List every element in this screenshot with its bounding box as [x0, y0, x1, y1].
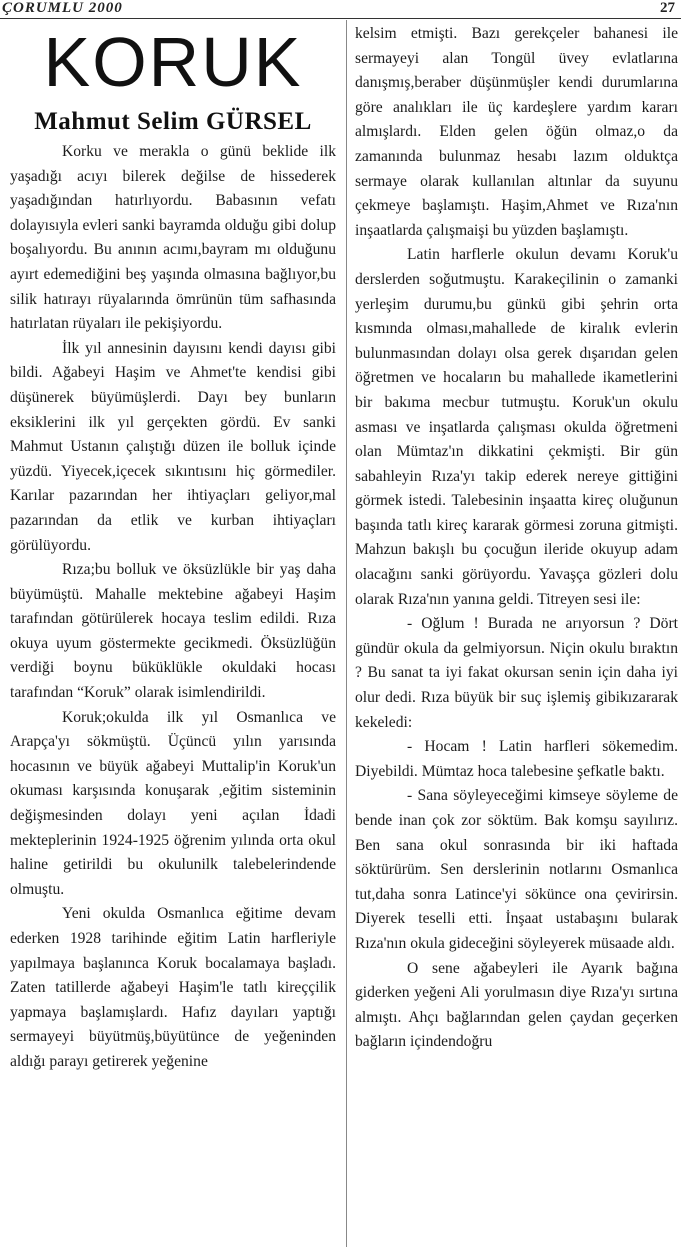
article-author: Mahmut Selim GÜRSEL	[34, 108, 312, 135]
paragraph: Rıza;bu bolluk ve öksüzlükle bir yaş daha büyümüştü. Mahalle mektebine ağabeyi Haşim tarafından götürülerek hocaya teslim edildi. Rıza okuya uyum göstermekte gecikmedi. Öksüzlüğün verdiği boynu büküklükle okuldaki hocası tarafından “Koruk” olarak isimlendirildi.	[10, 561, 336, 702]
column-divider	[346, 20, 347, 1247]
dialogue-paragraph: - Oğlum ! Burada ne arıyorsun ? Dört gündür okula da gelmiyorsun. Niçin okulu bıraktın ? Bu sanat ta iyi fakat okursan senin için daha iyi olur dedi. Rıza büyük bir suç işlemiş gibikızararak kekeledi:	[355, 615, 678, 731]
running-head: ÇORUMLU 2000	[2, 0, 123, 16]
paragraph: kelsim etmişti. Bazı gerekçeler bahanesi ile sermayeyi alan Tongül üvey evlatlarına danışmış,beraber düşünmüşler kendi durumlarına göre analıkları ile üç kardeşlere yardım kararı almışlardı. Elden gelen öğün olmaz,o da zamanında bulunmaz hesabı lazım olduktça sermaye olarak kullanılan altınlar da suyunu çekmeye başlamıştı. Haşim,Ahmet ve Rıza'nın inşaatlarda çalışmaişi bu yüzden başlamıştı.	[355, 25, 678, 239]
left-column	[10, 140, 336, 1075]
dialogue-paragraph: - Sana söyleyeceğimi kimseye söyleme de bende inan çok zor söktüm. Bak komşu sayılırız. Ben sana okul sonrasında bir iki haftada söktürürüm. Sen derslerinin notlarını Osmanlıca tut,daha sonra Latince'yi sökünce ona çevirirsin. Diyerek teselli etti. İnşaat ustabaşını bularak Rıza'nın okula gideceğini söyleyerek müsaade aldı.	[355, 787, 678, 952]
paragraph: Koruk;okulda ilk yıl Osmanlıca ve Arapça'yı sökmüştü. Üçüncü yılın yarısında hocasının ve büyük ağabeyi Muttalip'in Koruk'un okuması karşısında konuşarak ,eğitim sisteminin değişmesinden dolayı yeni açılan İdadi mekteplerinin 1924-1925 öğrenim yılında orta okul haline getirildi bu okulunilk talebelerindende olmuştu.	[10, 708, 336, 898]
paragraph: O sene ağabeyleri ile Ayarık bağına giderken yeğeni Ali yorulmasın diye Rıza'yı sırtına almıştı. Ahçı bağlarından gelen çaydan geçerken bağların içindendoğru	[355, 959, 678, 1051]
header-rule	[0, 18, 681, 19]
paragraph: Yeni okulda Osmanlıca eğitime devam ederken 1928 tarihinde eğitim Latin harfleriyle yapılmaya başlanınca Koruk bocalamaya başladı. Zaten tatillerde ağabeyi Haşim'le tatlı kireççilik yapmaya başlamışlardı. Hafız dayıları yaptığı sermayeyi büyütmüş,büyütünce de yeğeninden aldığı parayı getirerek yeğenine	[10, 905, 336, 1070]
page-header	[0, 0, 681, 22]
article-title: KORUK	[43, 23, 303, 101]
dialogue-paragraph: - Hocam ! Latin harfleri sökemedim. Diyebildi. Mümtaz hoca talebesine şefkatle baktı.	[355, 738, 678, 780]
page-number: 27	[660, 0, 675, 16]
paragraph: İlk yıl annesinin dayısını kendi dayısı gibi bildi. Ağabeyi Haşim ve Ahmet'te kendisi gibi düşünerek büyümüşlerdi. Dayı bey bunların eksiklerini ilk yıl gerçekten gördü. Ev sanki Mahmut Ustanın çalıştığı düzen ile bolluk içinde yüzdü. Yiyecek,içecek sıkıntısını hiç görmediler. Karılar pazarından her ihtiyaçları geliyor,mal pazarından da etlik ve kurban ihtiyaçları görülüyordu.	[10, 339, 336, 554]
right-column	[355, 22, 678, 1055]
paragraph: Latin harflerle okulun devamı Koruk'u derslerden soğutmuştu. Karakeçilinin o zamanki yerleşim durumu,bu günkü gibi şehrin orta kısmında olması,mahallede de kiralık evlerin bulunmasından dolayı olsa gerek dışarıdan gelen öğretmen ve hocaların bu mahallede ikametlerini bir bakıma mecbur tutmuştu. Koruk'un okulu asması ve inşatlarda çalışması okulda öğretmeni olan Mümtaz'ın dikkatini çekmişti. Bir gün sabahleyin Rıza'yı takip ederek nereye gittiğini görmek istedi. Talebesinin inşaatta kireç oluğunun başında tatlı kireç kararak görmesi zoruna gitmişti. Mahzun bakışlı bu çocuğun ileride okuyup adam olacağını sanki görüyordu. Yavaşça gözleri dolu olarak Rıza'nın yanına geldi. Titreyen sesi ile:	[355, 246, 678, 608]
paragraph: Korku ve merakla o günü beklide ilk yaşadığı acıyı bilerek değilse de hissederek yaşadığından hatırlıyordu. Babasının vefatı dolayısıyla evleri sanki bayramda olduğu gibi dolup boşalıyordu. Bu anının acımı,bayram mı olduğunu ayırt edemediğini beş yaşında olmasına bağlıyor,bu silik hatırayı rüyalarında ömrünün tüm safhasında hatırlatan rüyaları ile pekişiyordu.	[10, 143, 336, 333]
